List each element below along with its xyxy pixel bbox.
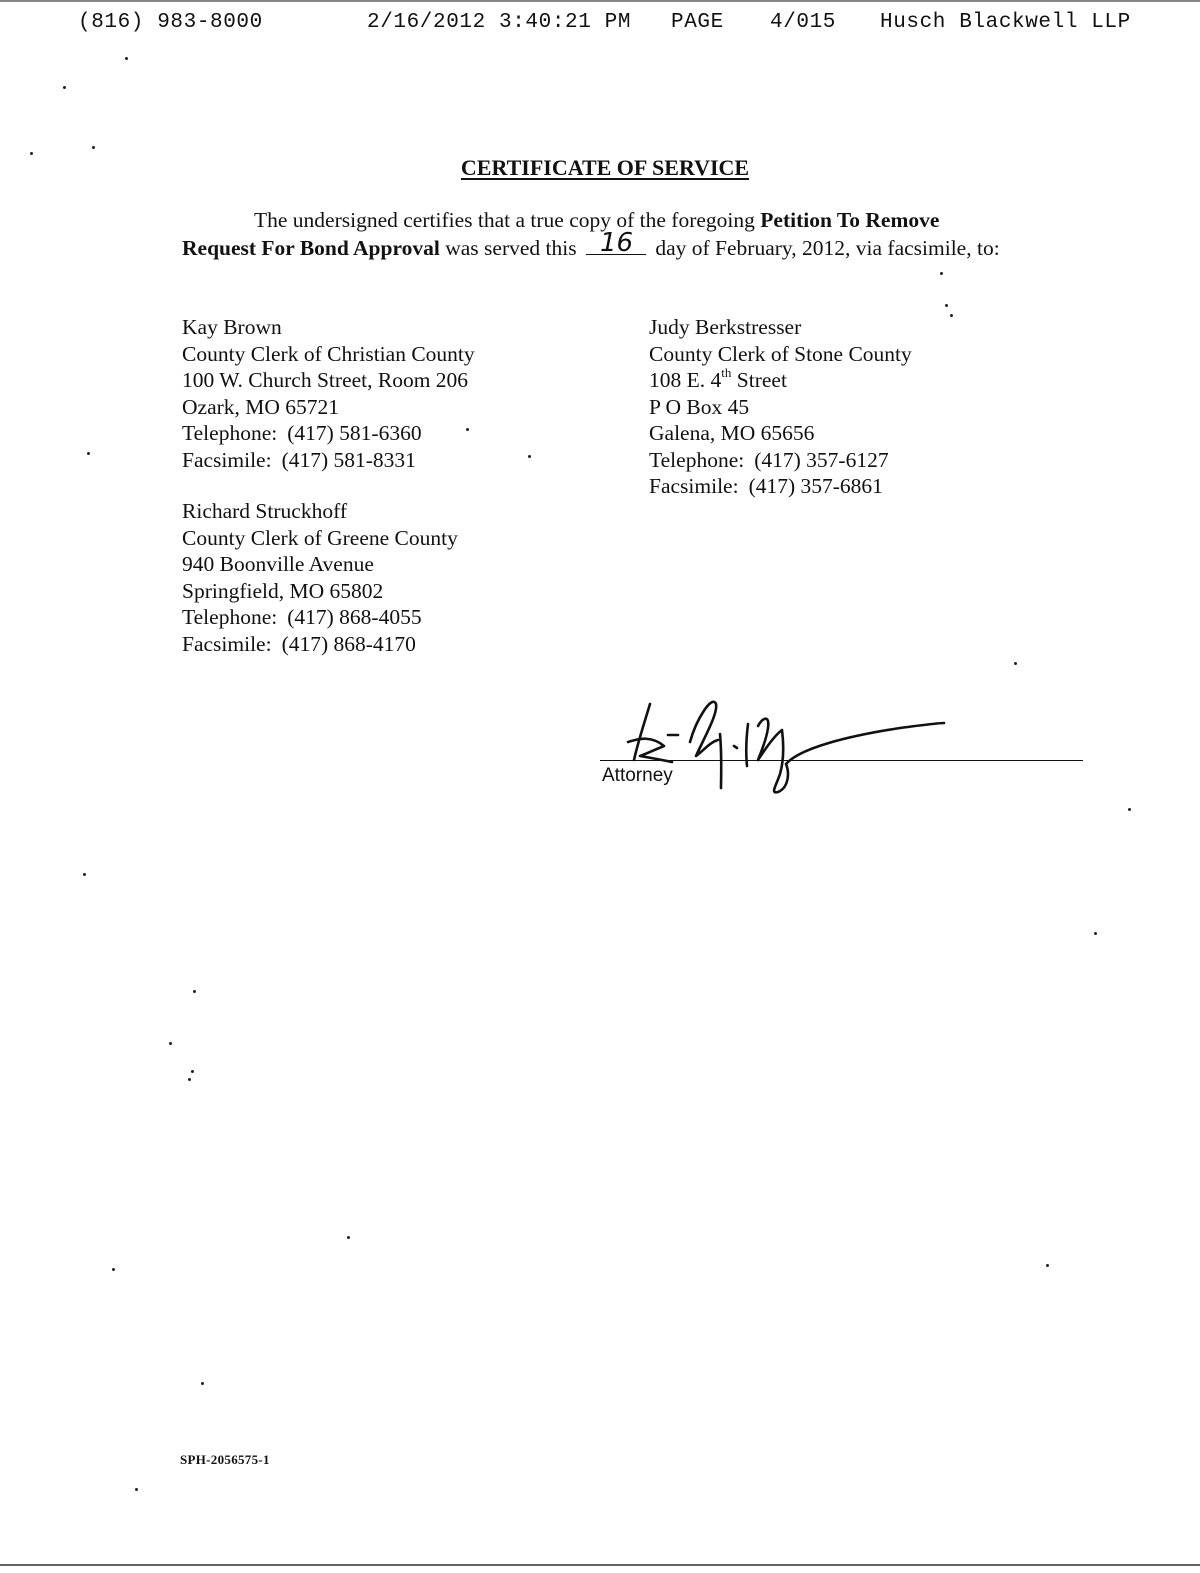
recipient-address-line: Ozark, MO 65721 [182, 394, 340, 419]
street-number: 108 E. 4 [649, 368, 722, 392]
certification-paragraph [182, 207, 1012, 261]
signature-line [600, 760, 1083, 761]
recipient-address-line: Springfield, MO 65802 [182, 578, 384, 603]
fax-page-label: PAGE [671, 11, 724, 34]
scan-speck [63, 86, 66, 89]
handwritten-day: 16 [599, 227, 634, 258]
scan-speck [188, 1078, 191, 1081]
telephone-number: (417) 581-6360 [287, 421, 422, 445]
signature-block [600, 680, 1085, 800]
telephone-label: Telephone: [182, 421, 278, 445]
fax-bottom-edge [0, 1564, 1200, 1566]
fax-header [0, 11, 1200, 41]
telephone-label: Telephone: [649, 447, 745, 472]
recipient-title: County Clerk of Stone County [649, 341, 912, 366]
scan-speck [528, 455, 531, 458]
recipient-title: County Clerk of Christian County [182, 341, 475, 366]
scan-speck [169, 1042, 172, 1045]
certification-text-3: day of February, 2012, via facsimile, to: [649, 235, 1000, 260]
recipient-telephone-row [182, 604, 458, 631]
document-title: CERTIFICATE OF SERVICE [460, 155, 750, 180]
scan-speck [191, 1070, 194, 1073]
recipient-telephone-row [182, 420, 475, 447]
recipient-address-line: 940 Boonville Avenue [182, 552, 374, 576]
telephone-label: Telephone: [182, 605, 278, 629]
scan-speck [83, 873, 86, 876]
recipient-facsimile-row [182, 447, 475, 474]
telephone-number: (417) 357-6127 [754, 447, 889, 472]
scan-speck [1046, 1264, 1049, 1267]
recipient-address-line: P O Box 45 [649, 394, 750, 419]
scan-speck [347, 1236, 350, 1239]
recipient-block-judy-berkstresser [649, 314, 912, 500]
recipient-name: Judy Berkstresser [649, 315, 802, 339]
certification-text-2: was served this [439, 235, 582, 260]
scan-speck [1014, 662, 1017, 665]
facsimile-number: (417) 581-8331 [281, 447, 416, 472]
telephone-number: (417) 868-4055 [287, 605, 422, 629]
day-blank [586, 227, 646, 258]
recipient-name: Kay Brown [182, 315, 282, 339]
document-id: SPH-2056575-1 [180, 1452, 270, 1467]
recipient-title: County Clerk of Greene County [182, 525, 458, 550]
recipient-telephone-row [649, 447, 912, 474]
recipient-block-richard-struckhoff [182, 498, 458, 657]
facsimile-label: Facsimile: [649, 474, 739, 498]
recipient-street [649, 364, 912, 394]
facsimile-number: (417) 868-4170 [281, 631, 416, 656]
street-ordinal: th [721, 364, 732, 380]
scan-speck [30, 152, 33, 155]
scan-speck [87, 452, 90, 455]
recipient-block-kay-brown [182, 314, 475, 473]
recipient-name: Richard Struckhoff [182, 499, 347, 523]
scan-speck [112, 1268, 115, 1271]
recipient-facsimile-row [182, 631, 458, 658]
scan-speck [201, 1382, 204, 1385]
certification-text-1: The undersigned certifies that a true copy of the foregoing [254, 208, 761, 232]
recipient-facsimile-row [649, 473, 912, 500]
scan-speck [945, 304, 948, 307]
scan-speck [466, 428, 469, 431]
scan-speck [1094, 932, 1097, 935]
fax-page-number: 4/015 [770, 11, 837, 34]
scan-speck [940, 272, 943, 275]
facsimile-number: (417) 357-6861 [748, 474, 883, 498]
fax-datetime: 2/16/2012 3:40:21 PM [367, 11, 632, 34]
scan-speck [92, 146, 95, 149]
pleading-name: Petition To Remove Request For Bond Approval [182, 208, 940, 260]
fax-top-edge [0, 0, 1200, 2]
fax-phone: (816) 983-8000 [78, 11, 263, 34]
scan-speck [135, 1488, 138, 1491]
scan-speck [125, 57, 128, 60]
street-name: Street [731, 368, 787, 392]
fax-firm-name: Husch Blackwell LLP [880, 11, 1131, 34]
recipient-address-line: 100 W. Church Street, Room 206 [182, 368, 469, 392]
scan-speck [950, 314, 953, 317]
signature-label: Attorney [602, 765, 673, 786]
scan-speck [193, 990, 196, 993]
scan-speck [1128, 808, 1131, 811]
facsimile-label: Facsimile: [182, 631, 272, 656]
recipient-address-line: Galena, MO 65656 [649, 421, 815, 445]
facsimile-label: Facsimile: [182, 447, 272, 472]
